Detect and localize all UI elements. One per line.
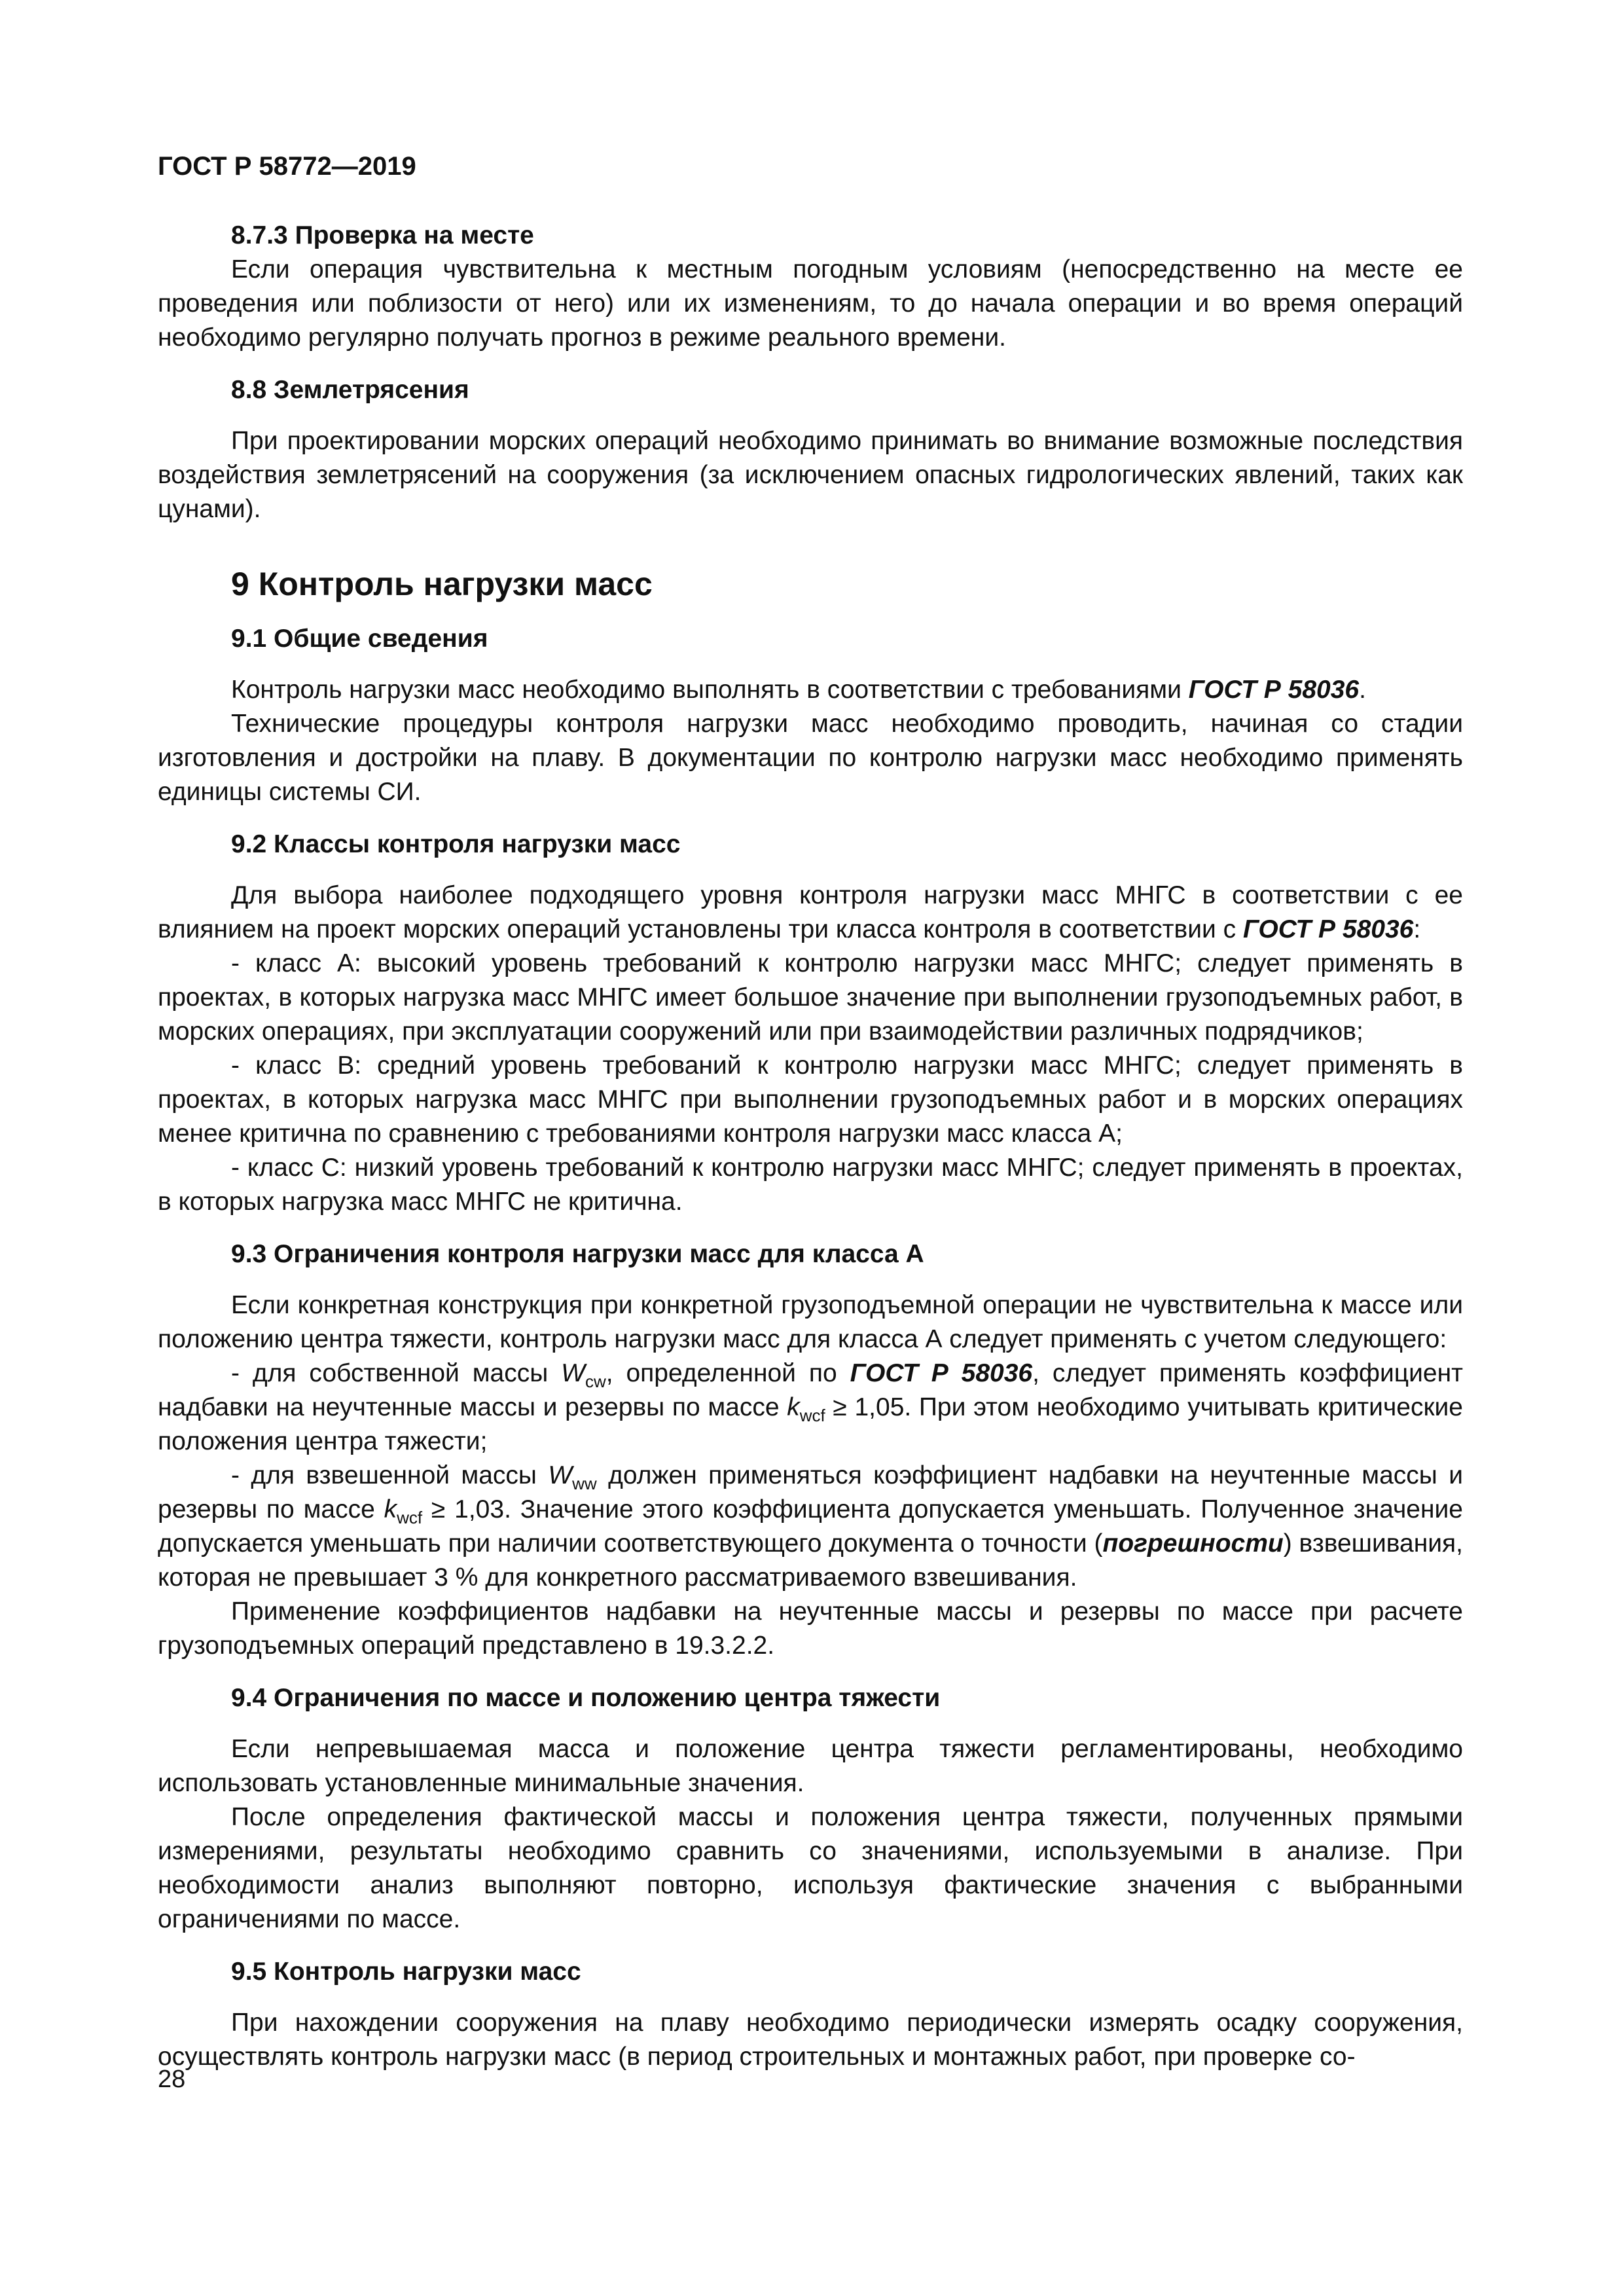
weighed-mass-list-item: - для взвешенной массы $W_{ww}$ должен применяться коэффициент надбавки на неучтенные массы и резервы по массе $k_{wcf} \ge 1,03$. Значение этого коэффициента допускается уменьшать. Полученное значение допускается уменьшать при наличии соответствующего документа о точности (погрешности) взвешивания, которая не превышает 3 % для конкретного рассматриваемого взвешивания. bbox=[158, 1461, 1464, 1592]
section-8-8-paragraph: При проектировании морских операций необходимо принимать во внимание возможные последствия воздействия землетрясений на сооружения (за исключением опасных гидрологических явлений, таких как цунами). bbox=[158, 427, 1463, 523]
section-8-8-title: 8.8 Землетрясения bbox=[231, 376, 469, 404]
section-9-1-title: 9.1 Общие сведения bbox=[231, 625, 488, 653]
section-8-7-3-paragraph: Если операция чувствительна к местным погодным условиям (непосредственно на месте ее проведения или поблизости от него) или их изменениям, то до начала операции и во время операций необходимо регулярно получать прогноз в режиме реального времени. bbox=[158, 255, 1463, 352]
section-9-3-paragraph-1: Если конкретная конструкция при конкретной грузоподъемной операции не чувствительна к массе или положению центра тяжести, контроль нагрузки масс для класса А следует применять с учетом следующего: bbox=[158, 1291, 1463, 1353]
class-b-list-item: - класс В: средний уровень требований к контролю нагрузки масс МНГС; следует применять в проектах, в которых нагрузка масс МНГС при выполнении грузоподъемных работ и в морских операциях менее критична по сравнению с требованиями контроля нагрузки масс класса А; bbox=[158, 1051, 1463, 1148]
gost-reference: ГОСТ Р 58036 bbox=[1188, 676, 1360, 704]
section-9-1-paragraph-1: Контроль нагрузки масс необходимо выполнять в соответствии с требованиями ГОСТ Р 58036. bbox=[231, 676, 1366, 704]
section-9-1-paragraph-2: Технические процедуры контроля нагрузки масс необходимо проводить, начиная со стадии изготовления и достройки на плаву. В документации по контролю нагрузки масс необходимо применять единицы системы СИ. bbox=[158, 710, 1463, 806]
document-body bbox=[158, 219, 1463, 2074]
section-9-4-paragraph-2: После определения фактической массы и положения центра тяжести, полученных прямыми измерениями, результаты необходимо сравнить со значениями, используемыми в анализе. При необходимости анализ выполняют повторно, используя фактические значения с выбранными ограничениями по массе. bbox=[158, 1803, 1463, 1933]
gost-reference: ГОСТ Р 58036 bbox=[1242, 915, 1414, 943]
section-8-7-3-title: 8.7.3 Проверка на месте bbox=[231, 221, 534, 249]
class-c-list-item: - класс С: низкий уровень требований к контролю нагрузки масс МНГС; следует применять в проектах, в которых нагрузка масс МНГС не критична. bbox=[158, 1154, 1463, 1216]
gost-reference: ГОСТ Р 58036 bbox=[850, 1359, 1033, 1387]
own-mass-list-item: - для собственной массы $W_{cw}$, определенной по ГОСТ Р 58036, следует применять коэффициент надбавки на неучтенные массы и резервы по массе $k_{wcf} \ge 1,05$. При этом необходимо учитывать критические положения центра тяжести; bbox=[158, 1359, 1463, 1455]
section-9-3-paragraph-2: Применение коэффициентов надбавки на неучтенные массы и резервы по массе при расчете грузоподъемных операций представлено в 19.3.2.2. bbox=[158, 1597, 1463, 1660]
page-number: 28 bbox=[158, 2066, 186, 2093]
document-header: ГОСТ Р 58772—2019 bbox=[158, 152, 416, 181]
section-9-5-title: 9.5 Контроль нагрузки масс bbox=[231, 1958, 581, 1986]
section-9-2-paragraph-1: Для выбора наиболее подходящего уровня контроля нагрузки масс МНГС в соответствии с ее влиянием на проект морских операций установлены три класса контроля в соответствии с ГОСТ Р 58036: bbox=[158, 881, 1463, 943]
section-9-2-title: 9.2 Классы контроля нагрузки масс bbox=[231, 830, 681, 858]
section-9-3-title: 9.3 Ограничения контроля нагрузки масс для класса А bbox=[231, 1240, 924, 1268]
section-9-title: 9 Контроль нагрузки масс bbox=[231, 566, 653, 602]
section-9-4-paragraph-1: Если непревышаемая масса и положение центра тяжести регламентированы, необходимо использовать установленные минимальные значения. bbox=[158, 1735, 1463, 1797]
section-9-4-title: 9.4 Ограничения по массе и положению центра тяжести bbox=[231, 1684, 941, 1712]
emphasis-term: погрешности bbox=[1102, 1529, 1284, 1558]
section-9-5-paragraph-1: При нахождении сооружения на плаву необходимо периодически измерять осадку сооружения, осуществлять контроль нагрузки масс (в период строительных и монтажных работ, при проверке со- bbox=[158, 2009, 1463, 2071]
class-a-list-item: - класс А: высокий уровень требований к контролю нагрузки масс МНГС; следует применять в проектах, в которых нагрузка масс МНГС имеет большое значение при выполнении грузоподъемных работ, в морских операциях, при эксплуатации сооружений или при взаимодействии различных подрядчиков; bbox=[158, 949, 1463, 1046]
